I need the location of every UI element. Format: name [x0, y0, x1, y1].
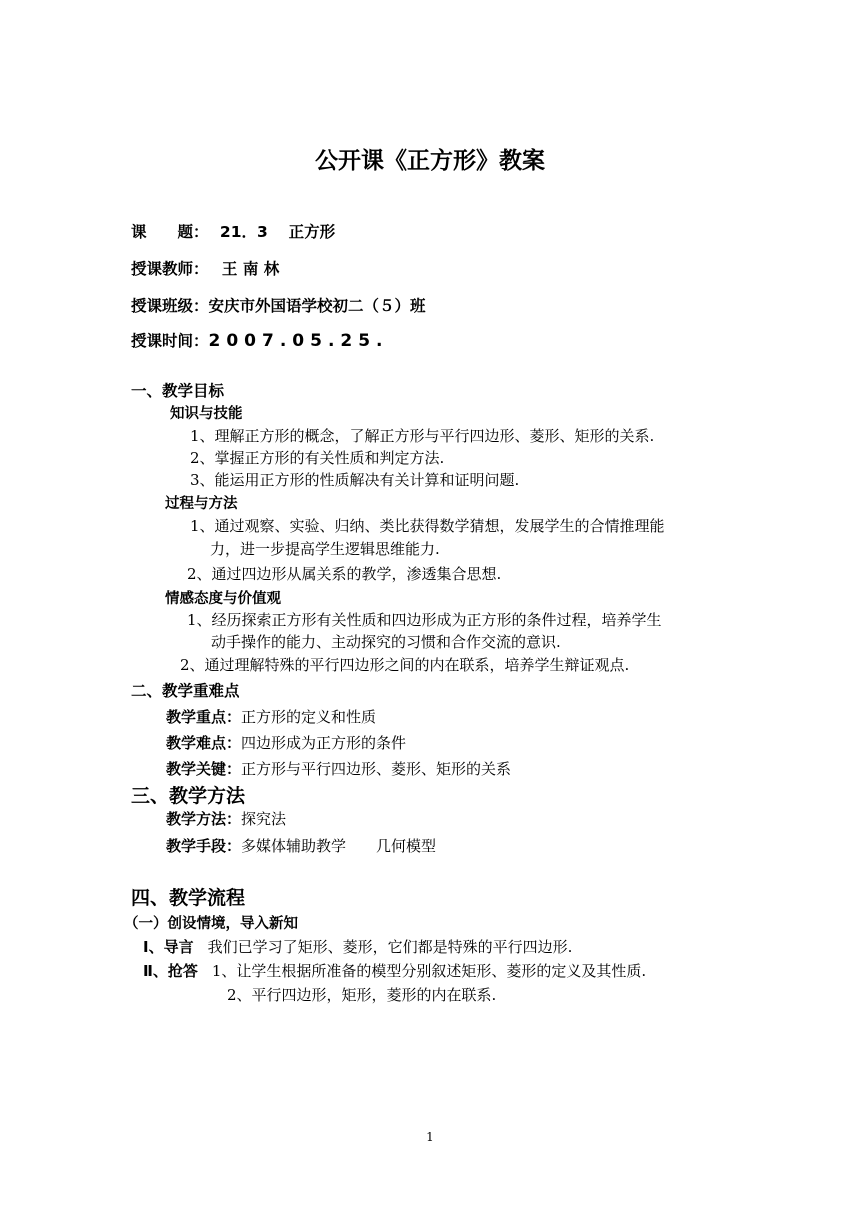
time-value: 2007.05.25. [208, 331, 389, 351]
means-label: 教学手段： [166, 837, 242, 855]
class-label: 授课班级： [131, 297, 209, 315]
list-item: 3、能运用正方形的性质解决有关计算和证明问题. [190, 471, 520, 489]
key-point-row [166, 706, 376, 727]
topic-label: 课 题： [131, 223, 209, 241]
page-title: 公开课《正方形》教案 [315, 148, 545, 174]
section-teaching-goals: 一、教学目标 [131, 382, 225, 400]
time-row [131, 329, 389, 351]
subheading-attitude-values: 情感态度与价值观 [165, 591, 281, 607]
means-value: 多媒体辅助教学 几何模型 [241, 837, 437, 855]
subheading-knowledge-skills: 知识与技能 [170, 406, 243, 422]
difficulty-value: 四边形成为正方形的条件 [241, 734, 407, 752]
means-row [166, 835, 436, 856]
list-item: 1、通过观察、实验、归纳、类比获得数学猜想，发展学生的合情推理能 [190, 517, 665, 535]
crux-label: 教学关键： [166, 760, 242, 778]
subheading-create-situation: （一）创设情境，导入新知 [124, 916, 298, 932]
method-row [166, 808, 286, 829]
quick-answer-label: Ⅱ、抢答 [143, 962, 198, 980]
topic-value: 21．3 正方形 [219, 223, 336, 241]
crux-value: 正方形与平行四边形、菱形、矩形的关系 [241, 760, 512, 778]
list-item-continuation: 动手操作的能力、主动探究的习惯和合作交流的意识. [211, 633, 561, 651]
intro-row [143, 936, 572, 957]
topic-row [131, 220, 335, 242]
page-number: 1 [426, 1130, 434, 1144]
key-point-label: 教学重点： [166, 708, 242, 726]
class-row [131, 294, 426, 316]
method-value: 探究法 [241, 810, 287, 828]
section-teaching-methods: 三、教学方法 [131, 785, 246, 807]
method-label: 教学方法： [166, 810, 242, 828]
list-item: 2、掌握正方形的有关性质和判定方法. [190, 449, 445, 467]
intro-label: Ⅰ、导言 [143, 938, 194, 956]
quick-answer-row [143, 960, 646, 981]
quick-answer-item: 2、平行四边形，矩形，菱形的内在联系. [227, 986, 497, 1004]
difficulty-label: 教学难点： [166, 734, 242, 752]
intro-value: 我们已学习了矩形、菱形，它们都是特殊的平行四边形. [207, 938, 573, 956]
list-item-continuation: 力，进一步提高学生逻辑思维能力. [210, 540, 440, 558]
teacher-row [131, 257, 279, 279]
subheading-process-method: 过程与方法 [165, 496, 238, 512]
section-key-difficulties: 二、教学重难点 [131, 682, 240, 700]
list-item: 2、通过理解特殊的平行四边形之间的内在联系，培养学生辩证观点. [180, 656, 630, 674]
class-value: 安庆市外国语学校初二（５）班 [208, 297, 426, 315]
time-label: 授课时间： [131, 332, 209, 350]
quick-answer-item: 1、让学生根据所准备的模型分别叙述矩形、菱形的定义及其性质. [211, 962, 647, 980]
section-teaching-flow: 四、教学流程 [131, 887, 246, 909]
list-item: 2、通过四边形从属关系的教学，渗透集合思想. [187, 565, 502, 583]
teacher-value: 王 南 林 [221, 260, 280, 278]
list-item: 1、理解正方形的概念，了解正方形与平行四边形、菱形、矩形的关系. [190, 427, 655, 445]
difficulty-row [166, 732, 406, 753]
list-item: 1、经历探索正方形有关性质和四边形成为正方形的条件过程，培养学生 [187, 611, 662, 629]
crux-row [166, 758, 511, 779]
teacher-label: 授课教师： [131, 260, 209, 278]
key-point-value: 正方形的定义和性质 [241, 708, 377, 726]
